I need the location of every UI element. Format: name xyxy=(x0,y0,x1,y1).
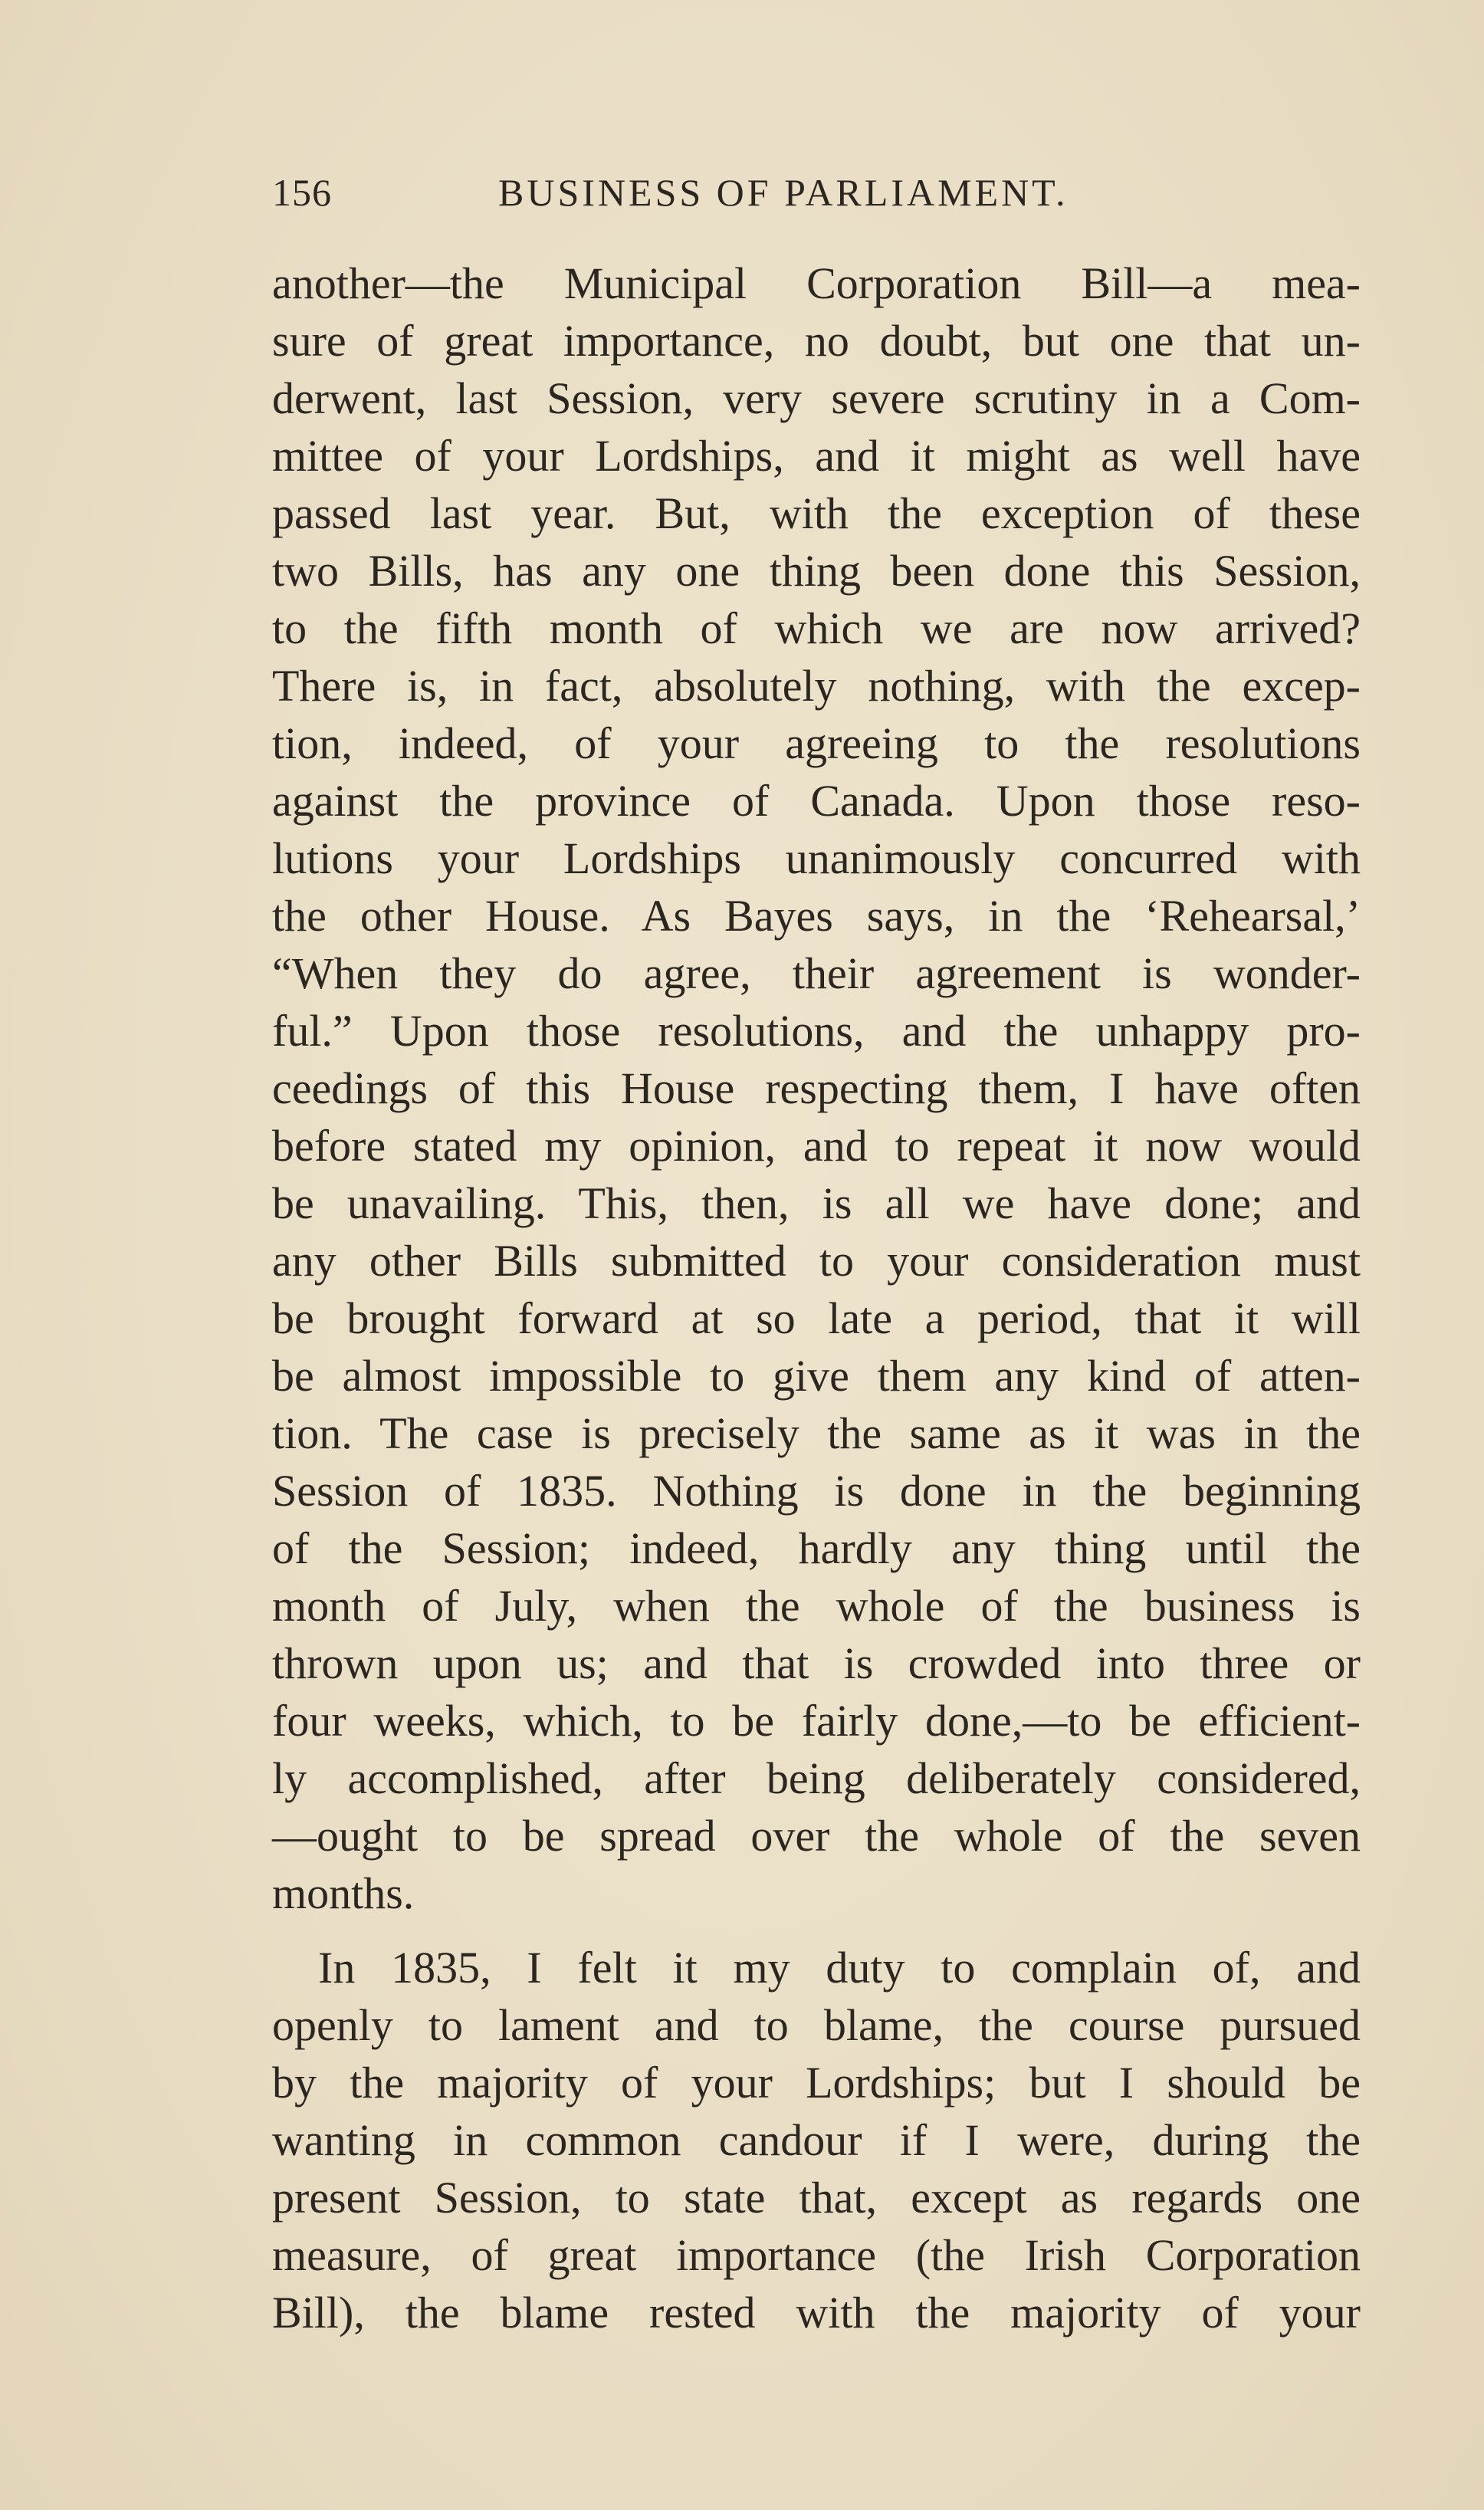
body-text xyxy=(272,255,1361,2341)
text-line: mittee of your Lordships, and it might as well have xyxy=(272,431,1361,481)
text-line: sure of great importance, no doubt, but one that un- xyxy=(272,316,1361,366)
text-line: tion, indeed, of your agreeing to the resolutions xyxy=(272,718,1361,768)
text-line: wanting in common candour if I were, during the xyxy=(272,2115,1361,2165)
text-line: ceedings of this House respecting them, I have often xyxy=(272,1063,1361,1113)
running-title: BUSINESS OF PARLIAMENT. xyxy=(498,171,1069,214)
text-line: before stated my opinion, and to repeat it now would xyxy=(272,1121,1361,1171)
text-line: by the majority of your Lordships; but I should be xyxy=(272,2058,1361,2108)
text-line: measure, of great importance (the Irish Corporation xyxy=(272,2230,1361,2280)
text-line: thrown upon us; and that is crowded into three or xyxy=(272,1638,1361,1688)
text-line: derwent, last Session, very severe scrutiny in a Com- xyxy=(272,373,1361,423)
text-line: two Bills, has any one thing been done this Session, xyxy=(272,546,1361,596)
paragraph-gap xyxy=(272,1922,1361,1939)
text-line: In 1835, I felt it my duty to complain of, and xyxy=(318,1943,1361,1993)
text-line: month of July, when the whole of the business is xyxy=(272,1581,1361,1631)
paragraph-2 xyxy=(272,1939,1361,2341)
text-line: four weeks, which, to be fairly done,—to be efficient- xyxy=(272,1696,1361,1746)
text-line: to the fifth month of which we are now arrived? xyxy=(272,603,1361,653)
text-line: ful.” Upon those resolutions, and the unhappy pro- xyxy=(272,1006,1361,1056)
text-line: months. xyxy=(272,1868,415,1918)
text-line: present Session, to state that, except as regards one xyxy=(272,2173,1361,2223)
text-line: “When they do agree, their agreement is wonder- xyxy=(272,948,1361,998)
page-number: 156 xyxy=(272,171,332,214)
text-line: another—the Municipal Corporation Bill—a mea- xyxy=(272,258,1361,308)
text-line: be unavailing. This, then, is all we have done; and xyxy=(272,1178,1361,1228)
text-line: the other House. As Bayes says, in the ‘Rehearsal,’ xyxy=(272,891,1361,941)
text-line: Session of 1835. Nothing is done in the beginning xyxy=(272,1466,1361,1516)
text-line: ly accomplished, after being deliberately considered, xyxy=(272,1753,1361,1803)
text-line: against the province of Canada. Upon those reso- xyxy=(272,776,1361,826)
text-line: openly to lament and to blame, the course pursued xyxy=(272,2000,1361,2050)
text-line: Bill), the blame rested with the majority of your xyxy=(272,2288,1361,2338)
text-line: be brought forward at so late a period, that it will xyxy=(272,1293,1361,1343)
text-line: There is, in fact, absolutely nothing, with the excep- xyxy=(272,661,1361,711)
text-line: of the Session; indeed, hardly any thing until the xyxy=(272,1523,1361,1573)
text-line: lutions your Lordships unanimously concurred with xyxy=(272,833,1361,883)
text-line: any other Bills submitted to your consideration must xyxy=(272,1236,1361,1286)
paragraph-1 xyxy=(272,255,1361,1922)
text-line: passed last year. But, with the exception of these xyxy=(272,488,1361,538)
text-line: —ought to be spread over the whole of the seven xyxy=(272,1811,1361,1861)
text-line: tion. The case is precisely the same as it was in the xyxy=(272,1408,1361,1458)
text-line: be almost impossible to give them any kind of atten- xyxy=(272,1351,1361,1401)
page-header xyxy=(272,170,1104,219)
